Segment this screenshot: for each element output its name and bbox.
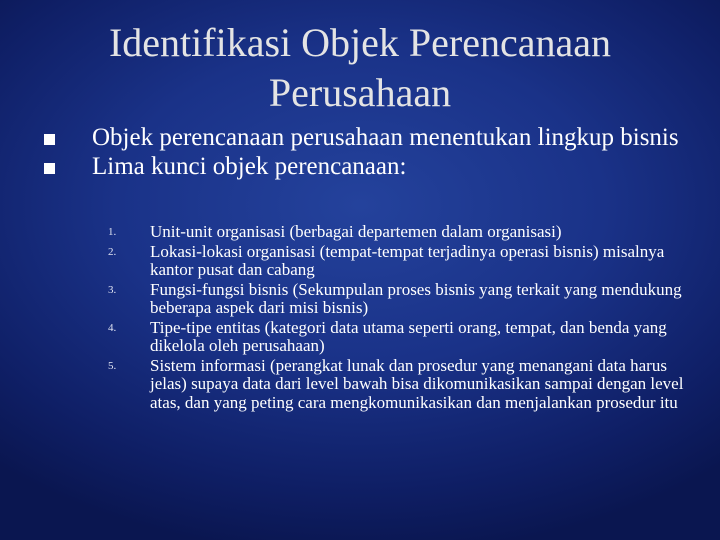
item-number: 4. — [108, 321, 117, 334]
item-text: Tipe-tipe entitas (kategori data utama seperti orang, tempat, dan benda yang dikelola oleh perusahaan) — [150, 317, 667, 355]
numbered-item — [108, 243, 688, 280]
numbered-list — [108, 223, 688, 413]
square-bullet-icon — [44, 134, 55, 145]
numbered-item — [108, 357, 688, 413]
bullet-list — [44, 125, 694, 183]
item-number: 3. — [108, 283, 117, 296]
item-text: Fungsi-fungsi bisnis (Sekumpulan proses bisnis yang terkait yang mendukung beberapa aspek dari misi bisnis) — [150, 279, 682, 317]
bullet-text: Lima kunci objek perencanaan: — [92, 153, 407, 180]
item-text: Lokasi-lokasi organisasi (tempat-tempat terjadinya operasi bisnis) misalnya kantor pusat dan cabang — [150, 241, 665, 279]
bullet-item — [44, 154, 694, 179]
numbered-item — [108, 319, 688, 356]
slide-title: Identifikasi Objek Perencanaan Perusahaan — [108, 20, 611, 115]
item-number: 1. — [108, 226, 117, 238]
bullet-item — [44, 125, 694, 150]
square-bullet-icon — [44, 163, 55, 174]
item-text: Sistem informasi (perangkat lunak dan prosedur yang menangani data harus jelas) supaya data dari level bawah bisa dikomunikasikan sampai dengan level atas, dan yang peting cara mengkomunikasikan dan menjalankan prosedur itu — [150, 355, 684, 412]
item-number: 2. — [108, 245, 117, 258]
bullet-text: Objek perencanaan perusahaan menentukan lingkup bisnis — [92, 124, 679, 151]
numbered-item — [108, 281, 688, 318]
item-number: 5. — [108, 359, 117, 372]
item-text: Unit-unit organisasi (berbagai departemen dalam organisasi) — [150, 222, 562, 241]
numbered-item — [108, 223, 688, 242]
